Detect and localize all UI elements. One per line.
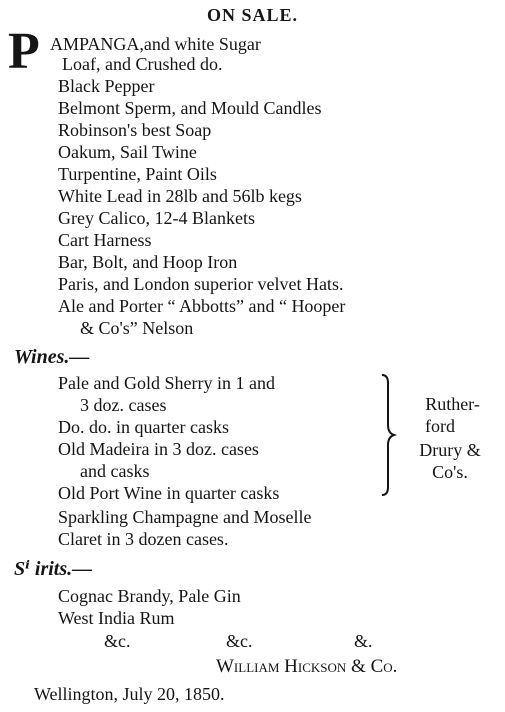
wine-line: Old Port Wine in quarter casks	[58, 483, 280, 503]
list-item: & Co's” Nelson	[80, 318, 194, 338]
list-item: Robinson's best Soap	[58, 120, 212, 140]
list-item: White Lead in 28lb and 56lb kegs	[58, 186, 302, 206]
list-item: Turpentine, Paint Oils	[58, 164, 217, 184]
wine-line: 3 doz. cases	[80, 395, 167, 415]
agent-line: Ruther-	[425, 394, 480, 414]
wine-line: Pale and Gold Sherry in 1 and	[58, 373, 275, 393]
spirits-heading: Sⁱ irits.—	[14, 558, 93, 580]
spirit-line: Cognac Brandy, Pale Gin	[58, 586, 241, 606]
agent-line: ford	[425, 416, 455, 436]
wine-line: Sparkling Champagne and Moselle	[58, 507, 312, 527]
list-item: Grey Calico, 12-4 Blankets	[58, 208, 255, 228]
signature: William Hickson & Co.	[216, 656, 398, 677]
wines-heading: Wines.—	[14, 346, 90, 368]
list-item: Ale and Porter “ Abbotts” and “ Hooper	[58, 296, 346, 316]
etc-mark: &c.	[104, 631, 131, 651]
etc-mark: &c.	[226, 631, 253, 651]
intro-line-2: Loaf, and Crushed do.	[62, 54, 223, 74]
agent-line: Drury &	[419, 440, 481, 460]
wine-line: and casks	[80, 461, 150, 481]
list-item: Bar, Bolt, and Hoop Iron	[58, 252, 238, 272]
agent-line: Co's.	[432, 462, 468, 482]
page-title: ON SALE.	[206, 5, 299, 25]
list-item: Belmont Sperm, and Mould Candles	[58, 98, 322, 118]
wine-line: Old Madeira in 3 doz. cases	[58, 439, 259, 459]
wine-line: Claret in 3 dozen cases.	[58, 529, 229, 549]
list-item: Black Pepper	[58, 76, 155, 96]
intro-line-1: AMPANGA,and white Sugar	[50, 34, 261, 54]
list-item: Cart Harness	[58, 230, 152, 250]
spirit-line: West India Rum	[58, 608, 175, 628]
brace-icon	[378, 373, 398, 497]
list-item: Paris, and London superior velvet Hats.	[58, 274, 344, 294]
list-item: Oakum, Sail Twine	[58, 142, 197, 162]
dateline: Wellington, July 20, 1850.	[34, 684, 225, 704]
drop-cap: P	[8, 23, 40, 80]
etc-mark: &.	[354, 631, 373, 651]
wine-line: Do. do. in quarter casks	[58, 417, 229, 437]
